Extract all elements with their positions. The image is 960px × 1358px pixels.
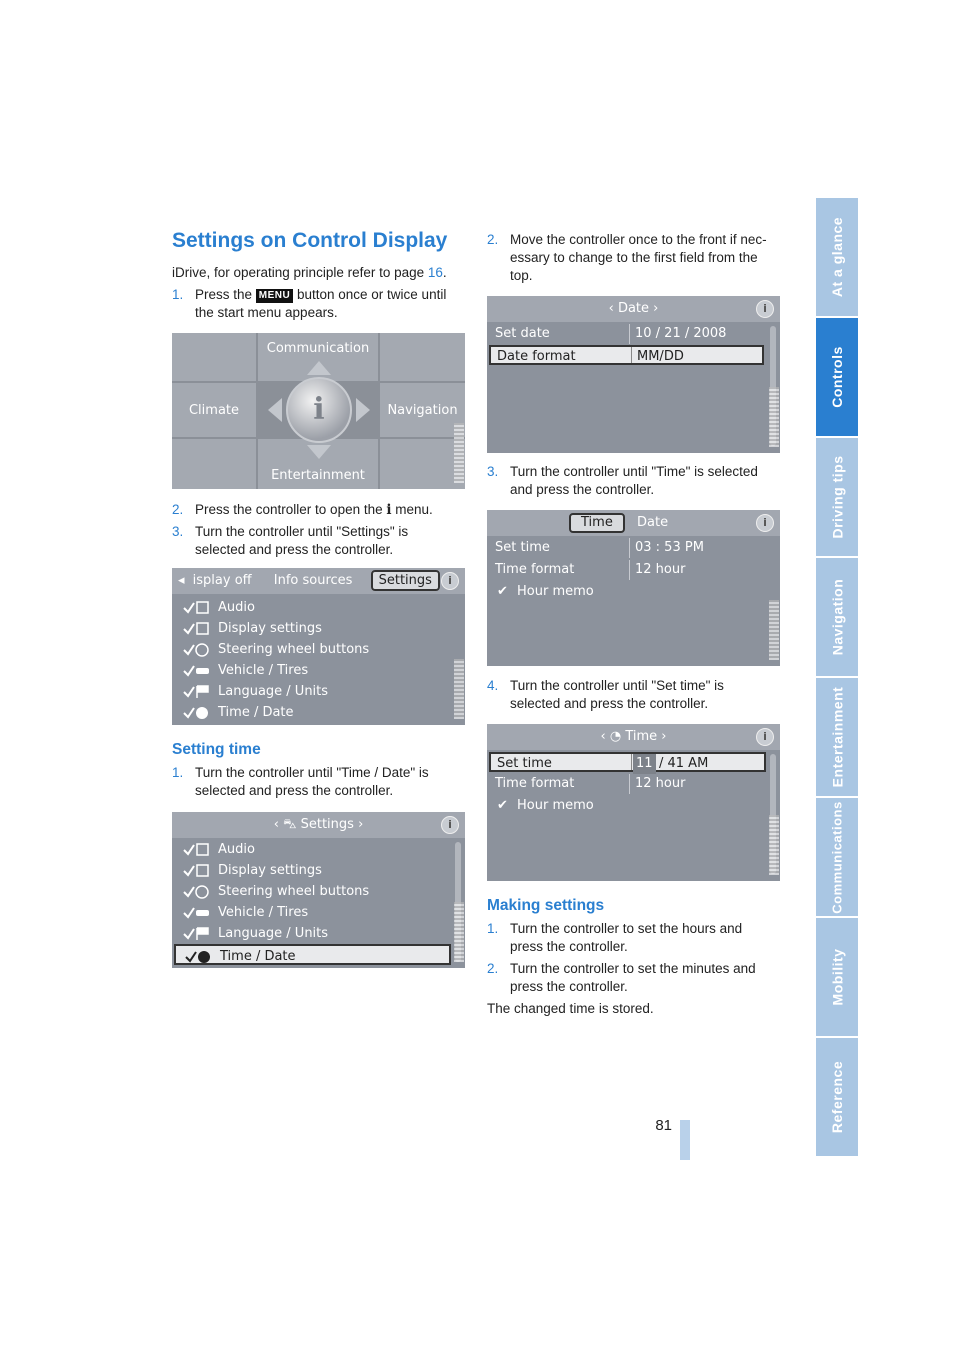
- row-set-time-selected[interactable]: Set time 11 / 41 AM: [489, 752, 766, 772]
- start-corner-tr: [380, 333, 465, 381]
- start-corner-bl: [172, 439, 256, 489]
- tab-entertainment[interactable]: Entertainment: [816, 678, 858, 796]
- steering-wheel-check-icon: [182, 884, 210, 899]
- start-climate[interactable]: Climate: [172, 383, 256, 437]
- display-check-icon: [182, 621, 210, 636]
- steering-wheel-check-icon: [182, 642, 210, 657]
- chevron-right-icon[interactable]: ›: [358, 817, 364, 832]
- tab-communications[interactable]: Communications: [816, 798, 858, 916]
- tab-reference[interactable]: Reference: [816, 1038, 858, 1156]
- tab-info-sources[interactable]: Info sources: [273, 573, 353, 588]
- help-icon[interactable]: i: [756, 514, 774, 532]
- help-icon[interactable]: i: [756, 728, 774, 746]
- settings-menu-screen: [172, 812, 465, 968]
- tab-driving-tips[interactable]: Driving tips: [816, 438, 858, 556]
- time-header: ‹ ◔ Time ›: [487, 724, 780, 750]
- start-communication[interactable]: Communication: [258, 333, 378, 381]
- menu-item-audio[interactable]: Audio: [174, 597, 447, 618]
- vehicle-check-icon: [182, 905, 210, 920]
- info-icon: i: [313, 392, 325, 427]
- tab-display-off[interactable]: isplay off: [192, 573, 252, 588]
- chevron-left-icon[interactable]: ‹: [273, 817, 279, 832]
- clock-icon: ◔: [609, 729, 622, 744]
- menu-item-vehicle-tires[interactable]: Vehicle / Tires: [174, 902, 447, 923]
- chevron-left-icon[interactable]: ‹: [608, 301, 614, 316]
- arrow-down-icon: [307, 445, 331, 459]
- vehicle-icon: ⛍: [283, 817, 297, 832]
- menu-item-vehicle-tires[interactable]: Vehicle / Tires: [174, 660, 447, 681]
- time-screen: [487, 724, 780, 881]
- info-menu-screen: [172, 568, 465, 725]
- time-date-tabbar: [487, 510, 780, 536]
- arrow-left-icon: [268, 398, 282, 422]
- audio-check-icon: [182, 600, 210, 615]
- menu-item-display-settings[interactable]: Display settings: [174, 860, 447, 881]
- step-3-select-settings: 3. Turn the controller until "Settings" is selected and press the controller.: [172, 524, 409, 557]
- image-ref-mark: [454, 902, 464, 962]
- chevron-left-icon[interactable]: ◂: [178, 573, 185, 588]
- start-navigation[interactable]: Navigation: [380, 383, 465, 437]
- arrow-right-icon: [356, 398, 370, 422]
- chevron-left-icon[interactable]: ‹: [600, 729, 606, 744]
- step-2-move-to-first-field: 2. Move the controller once to the front if nec- essary to change to the first field from the top.: [487, 232, 767, 283]
- step-3-select-time: 3. Turn the controller until "Time" is selected and press the controller.: [487, 464, 758, 497]
- making-settings-step-1: 1. Turn the controller to set the hours and press the controller.: [487, 921, 743, 954]
- making-settings-step-2: 2. Turn the controller to set the minutes and press the controller.: [487, 961, 756, 994]
- menu-item-time-date[interactable]: Time / Date: [174, 702, 447, 723]
- footer-note: The changed time is stored.: [487, 1001, 654, 1016]
- page-number: 81: [655, 1117, 672, 1134]
- vehicle-check-icon: [182, 663, 210, 678]
- chevron-right-icon[interactable]: ›: [653, 301, 659, 316]
- row-hour-memo[interactable]: ✔ Hour memo: [489, 582, 778, 602]
- chevron-right-icon[interactable]: ›: [661, 729, 667, 744]
- tab-time[interactable]: Time: [569, 513, 625, 533]
- tab-settings[interactable]: Settings: [371, 570, 440, 591]
- row-set-date[interactable]: Set date 10 / 21 / 2008: [489, 324, 762, 344]
- setting-time-heading: Setting time: [172, 741, 261, 758]
- image-ref-mark: [769, 600, 779, 660]
- tab-controls[interactable]: Controls: [816, 318, 858, 436]
- making-settings-heading: Making settings: [487, 897, 605, 914]
- settings-menu-header: ‹ ⛍ Settings ›: [172, 812, 465, 838]
- image-ref-mark: [454, 659, 464, 719]
- step-2-open-info-menu: 2. Press the controller to open the i menu.: [172, 502, 433, 518]
- row-set-time[interactable]: Set time 03 : 53 PM: [489, 538, 778, 558]
- step-4-select-set-time: 4. Turn the controller until "Set time" is selected and press the controller.: [487, 678, 724, 711]
- menu-item-language-units[interactable]: Language / Units: [174, 681, 447, 702]
- tab-date[interactable]: Date: [637, 515, 669, 530]
- start-entertainment[interactable]: Entertainment: [258, 439, 378, 489]
- menu-item-steering-wheel-buttons[interactable]: Steering wheel buttons: [174, 881, 447, 902]
- tab-mobility[interactable]: Mobility: [816, 918, 858, 1036]
- help-icon[interactable]: i: [441, 816, 459, 834]
- tab-at-a-glance[interactable]: At a glance: [816, 198, 858, 316]
- clock-check-icon: [182, 705, 210, 720]
- menu-item-display-settings[interactable]: Display settings: [174, 618, 447, 639]
- page-reference-link[interactable]: 16: [427, 265, 443, 280]
- arrow-up-icon: [307, 361, 331, 375]
- checkmark-icon: ✔: [497, 798, 508, 813]
- info-menu-glyph: i: [386, 502, 392, 518]
- page-number-bar: [680, 1120, 690, 1160]
- menu-item-language-units[interactable]: Language / Units: [174, 923, 447, 944]
- menu-item-time-date-selected[interactable]: Time / Date: [174, 944, 451, 965]
- checkmark-icon: ✔: [497, 584, 508, 599]
- image-ref-mark: [769, 815, 779, 875]
- audio-check-icon: [182, 842, 210, 857]
- help-icon[interactable]: i: [441, 572, 459, 590]
- step-1-open-menu: 1. Press the MENU button once or twice until the start menu appears.: [172, 287, 447, 320]
- help-icon[interactable]: i: [756, 300, 774, 318]
- image-ref-mark: [769, 387, 779, 447]
- image-ref-mark: [454, 423, 464, 483]
- language-check-icon: [182, 926, 210, 941]
- row-time-format[interactable]: Time format 12 hour: [489, 774, 766, 794]
- intro-text: iDrive, for operating principle refer to page 16.: [172, 265, 447, 280]
- setting-time-step-1: 1. Turn the controller until "Time / Date" is selected and press the controller.: [172, 765, 429, 798]
- display-check-icon: [182, 863, 210, 878]
- section-tabs: [816, 198, 858, 1160]
- clock-check-icon: [184, 949, 212, 964]
- page-title: Settings on Control Display: [172, 229, 448, 252]
- row-hour-memo[interactable]: ✔ Hour memo: [489, 796, 766, 816]
- hour-field[interactable]: 11: [633, 754, 656, 774]
- info-menu-tabbar: [172, 568, 465, 594]
- tab-navigation[interactable]: Navigation: [816, 558, 858, 676]
- time-date-tabs-screen: [487, 510, 780, 666]
- language-check-icon: [182, 684, 210, 699]
- date-screen: [487, 296, 780, 453]
- start-menu-screen: [172, 333, 465, 489]
- menu-button-glyph: MENU: [256, 289, 293, 303]
- menu-item-steering-wheel-buttons[interactable]: Steering wheel buttons: [174, 639, 447, 660]
- menu-item-audio[interactable]: Audio: [174, 839, 447, 860]
- row-date-format-selected[interactable]: Date format MM/DD: [489, 345, 764, 365]
- start-corner-tl: [172, 333, 256, 381]
- start-corner-br: [380, 439, 465, 489]
- date-header: ‹ Date ›: [487, 296, 780, 322]
- row-time-format[interactable]: Time format 12 hour: [489, 560, 778, 580]
